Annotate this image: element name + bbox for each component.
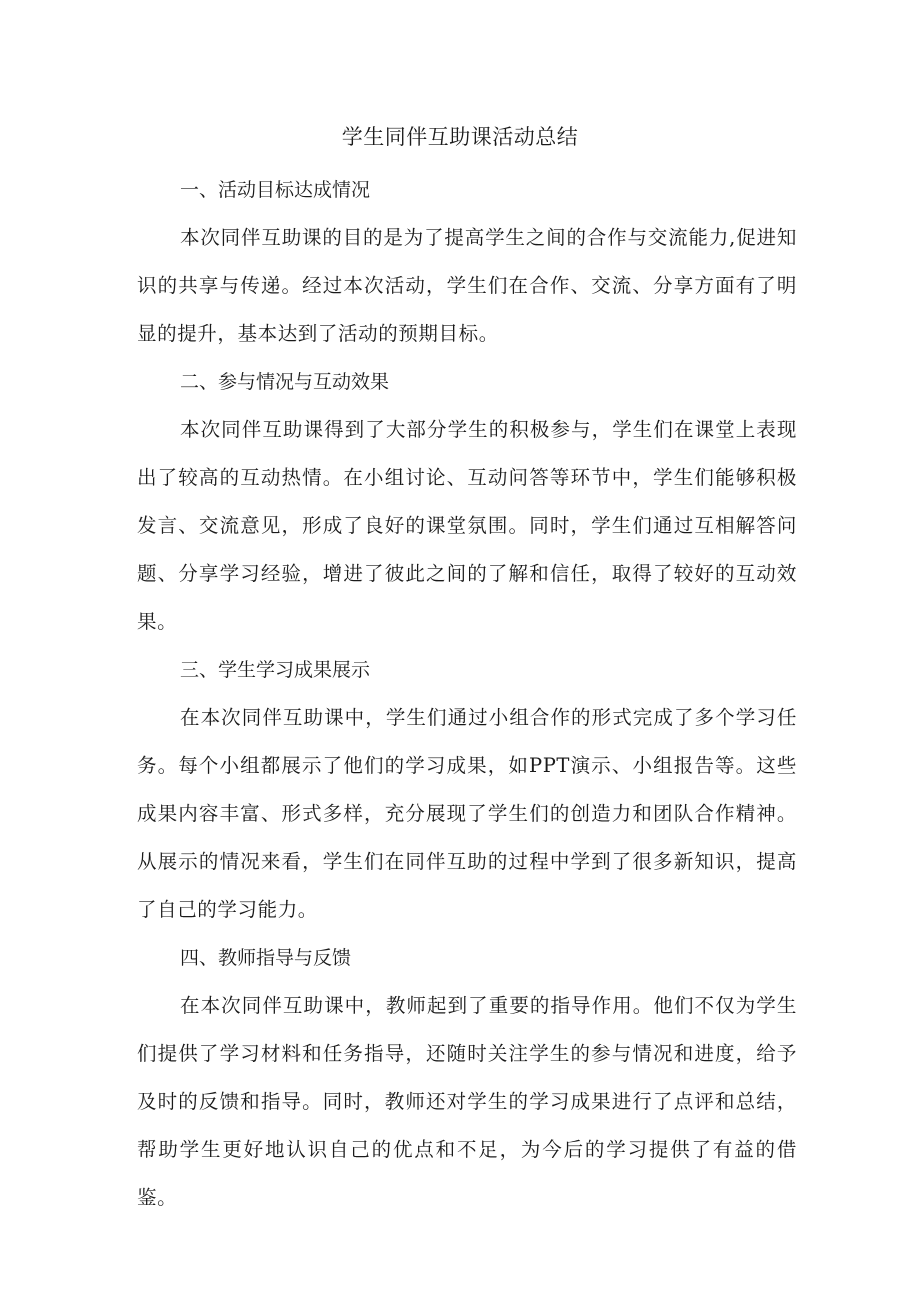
section-heading: 三、学生学习成果展示 [180,659,371,681]
section-paragraph: 在本次同伴互助课中，教师起到了重要的指导作用。他们不仅为学生们提供了学习材料和任务指导，还随时关注学生的参与情况和进度，给予及时的反馈和指导。同时，教师还对学生的学习成果进行了点评和总结，帮助学生更好地认识自己的优点和不足，为今后的学习提供了有益的借鉴。 [137,994,797,1209]
section-heading: 四、教师指导与反馈 [180,947,352,969]
section-teacher-guidance [137,934,797,1222]
section-heading: 二、参与情况与互动效果 [180,371,390,393]
section-paragraph: 本次同伴互助课得到了大部分学生的积极参与，学生们在课堂上表现出了较高的互动热情。在小组讨论、互动问答等环节中，学生们能够积极发言、交流意见，形成了良好的课堂氛围。同时，学生们通过互相解答问题、分享学习经验，增进了彼此之间的了解和信任，取得了较好的互动效果。 [137,418,797,633]
section-participation [137,358,797,646]
section-goals [137,166,797,358]
section-heading: 一、活动目标达成情况 [180,179,371,201]
document-title: 学生同伴互助课活动总结 [341,125,579,149]
section-paragraph: 在本次同伴互助课中，学生们通过小组合作的形式完成了多个学习任务。每个小组都展示了他们的学习成果，如PPT演示、小组报告等。这些成果内容丰富、形式多样，充分展现了学生们的创造力和团队合作精神。从展示的情况来看，学生们在同伴互助的过程中学到了很多新知识，提高了自己的学习能力。 [137,706,797,921]
section-achievements [137,646,797,934]
section-paragraph: 本次同伴互助课的目的是为了提高学生之间的合作与交流能力,促进知识的共享与传递。经过本次活动，学生们在合作、交流、分享方面有了明显的提升，基本达到了活动的预期目标。 [137,226,797,345]
document-body [137,166,797,1222]
